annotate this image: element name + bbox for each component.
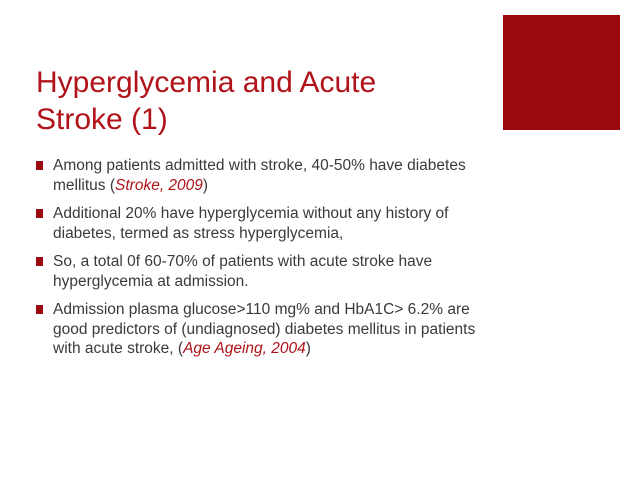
citation: Stroke, 2009	[115, 176, 203, 194]
accent-block	[503, 15, 620, 130]
title-line-2: Stroke (1)	[36, 103, 168, 136]
citation: Age Ageing, 2004	[183, 340, 306, 357]
slide-title	[36, 64, 476, 138]
square-bullet-icon	[36, 305, 43, 314]
square-bullet-icon	[36, 257, 43, 266]
bullet-item	[36, 204, 486, 243]
title-line-1: Hyperglycemia and Acute	[36, 66, 377, 99]
bullet-text: So, a total 0f 60-70% of patients with acute stroke have hyperglycemia at admission.	[53, 253, 433, 290]
square-bullet-icon	[36, 209, 43, 218]
bullet-text: Additional 20% have hyperglycemia without any history of diabetes, termed as stress hyperglycemia,	[53, 205, 449, 242]
bullet-text: Among patients admitted with stroke, 40-50% have diabetes mellitus (	[53, 157, 466, 194]
bullet-suffix: )	[202, 176, 209, 194]
bullet-item	[36, 156, 486, 195]
bullet-item	[36, 252, 486, 291]
bullet-suffix: )	[305, 340, 311, 357]
bullet-item	[36, 300, 486, 359]
bullet-text: Admission plasma glucose>110 mg% and HbA1C> 6.2% are good predictors of (undiagnosed) diabetes mellitus in patients with acute stroke, (	[53, 301, 476, 357]
bullet-list	[36, 156, 486, 368]
square-bullet-icon	[36, 161, 43, 170]
